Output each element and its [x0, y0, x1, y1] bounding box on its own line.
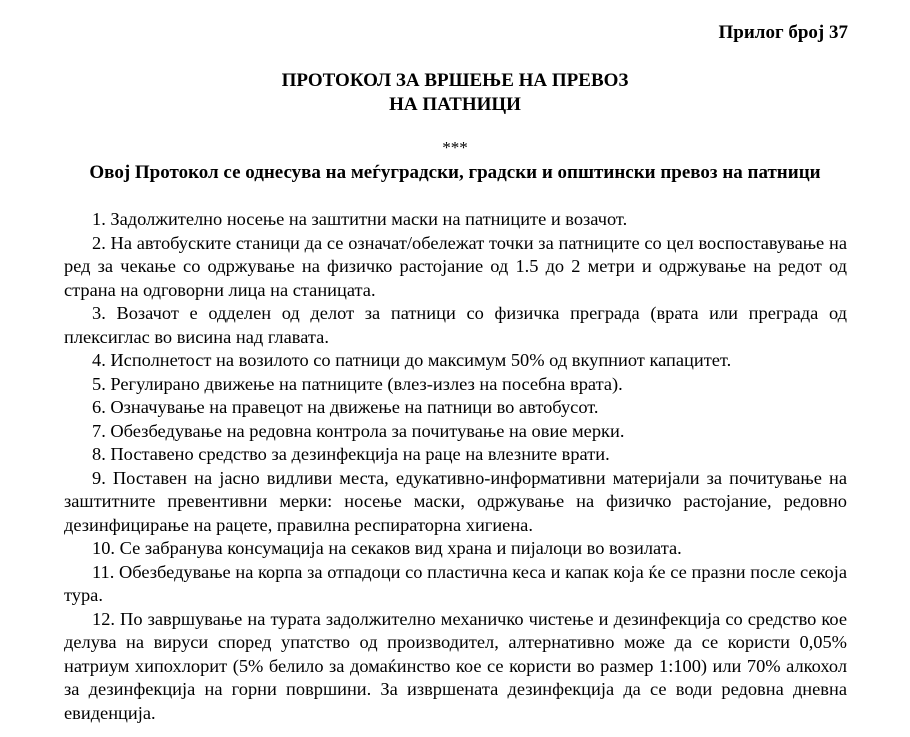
list-item: 6. Означување на правецот на движење на патници во автобусот.	[92, 397, 599, 417]
protocol-items-list	[64, 208, 847, 725]
list-item: 7. Обезбедување на редовна контрола за почитување на овие мерки.	[92, 420, 625, 441]
list-item: 1. Задолжително носење на заштитни маски на патниците и возачот.	[92, 209, 628, 229]
list-item: 2. На автобуските станици да се означат/обележат точки за патниците со цел воспоставување на ред за чекање со одржување на физичко растојание од 1.5 до 2 метри и одржување на редот од страна на одговорни лица на станицата.	[64, 232, 847, 300]
list-item: 9. Поставен на јасно видливи места, едукативно-информативни материјали за почитување на заштитните превентивни мерки: носење маски, одржување на физичко растојание, редовно дезинфицирање на рацете, правилна респираторна хигиена.	[64, 467, 847, 535]
document-title	[0, 69, 910, 117]
list-item: 4. Исполнетост на возилото со патници до максимум 50% од вкупниот капацитет.	[92, 350, 732, 370]
list-item: 12. По завршување на турата задолжително механичко чистење и дезинфекција со средство кое делува на вируси според упатство од производител, алтернативно може да се користи 0,05% натриум хипохлорит (5% белило за домаќинство кое се користи во размер 1:100) или 70% алкохол за дезинфекција на горни површини. За извршената дезинфекција да се води редовна дневна евиденција.	[64, 608, 847, 723]
title-line-1: ПРОТОКОЛ ЗА ВРШЕЊЕ НА ПРЕВОЗ	[281, 70, 629, 91]
list-item: 10. Се забранува консумација на секаков вид храна и пијалоци во возилата.	[92, 538, 682, 558]
list-item: 11. Обезбедување на корпа за отпадоци со пластична кеса и капак која ќе се празни после секоја тура.	[64, 561, 847, 605]
document-subtitle: Овој Протокол се однесува на меѓуградски, градски и општински превоз на патници	[89, 162, 821, 183]
section-separator: ***	[442, 138, 468, 157]
list-item: 5. Регулирано движење на патниците (влез-излез на посебна врата).	[92, 373, 623, 394]
list-item: 3. Возачот е одделен од делот за патници со физичка преграда (врата или преграда од плексиглас во висина над главата.	[64, 303, 847, 347]
list-item: 8. Поставено средство за дезинфекција на раце на влезните врати.	[92, 444, 610, 464]
annex-label: Прилог број 37	[718, 22, 848, 43]
title-line-2: НА ПАТНИЦИ	[389, 94, 521, 115]
